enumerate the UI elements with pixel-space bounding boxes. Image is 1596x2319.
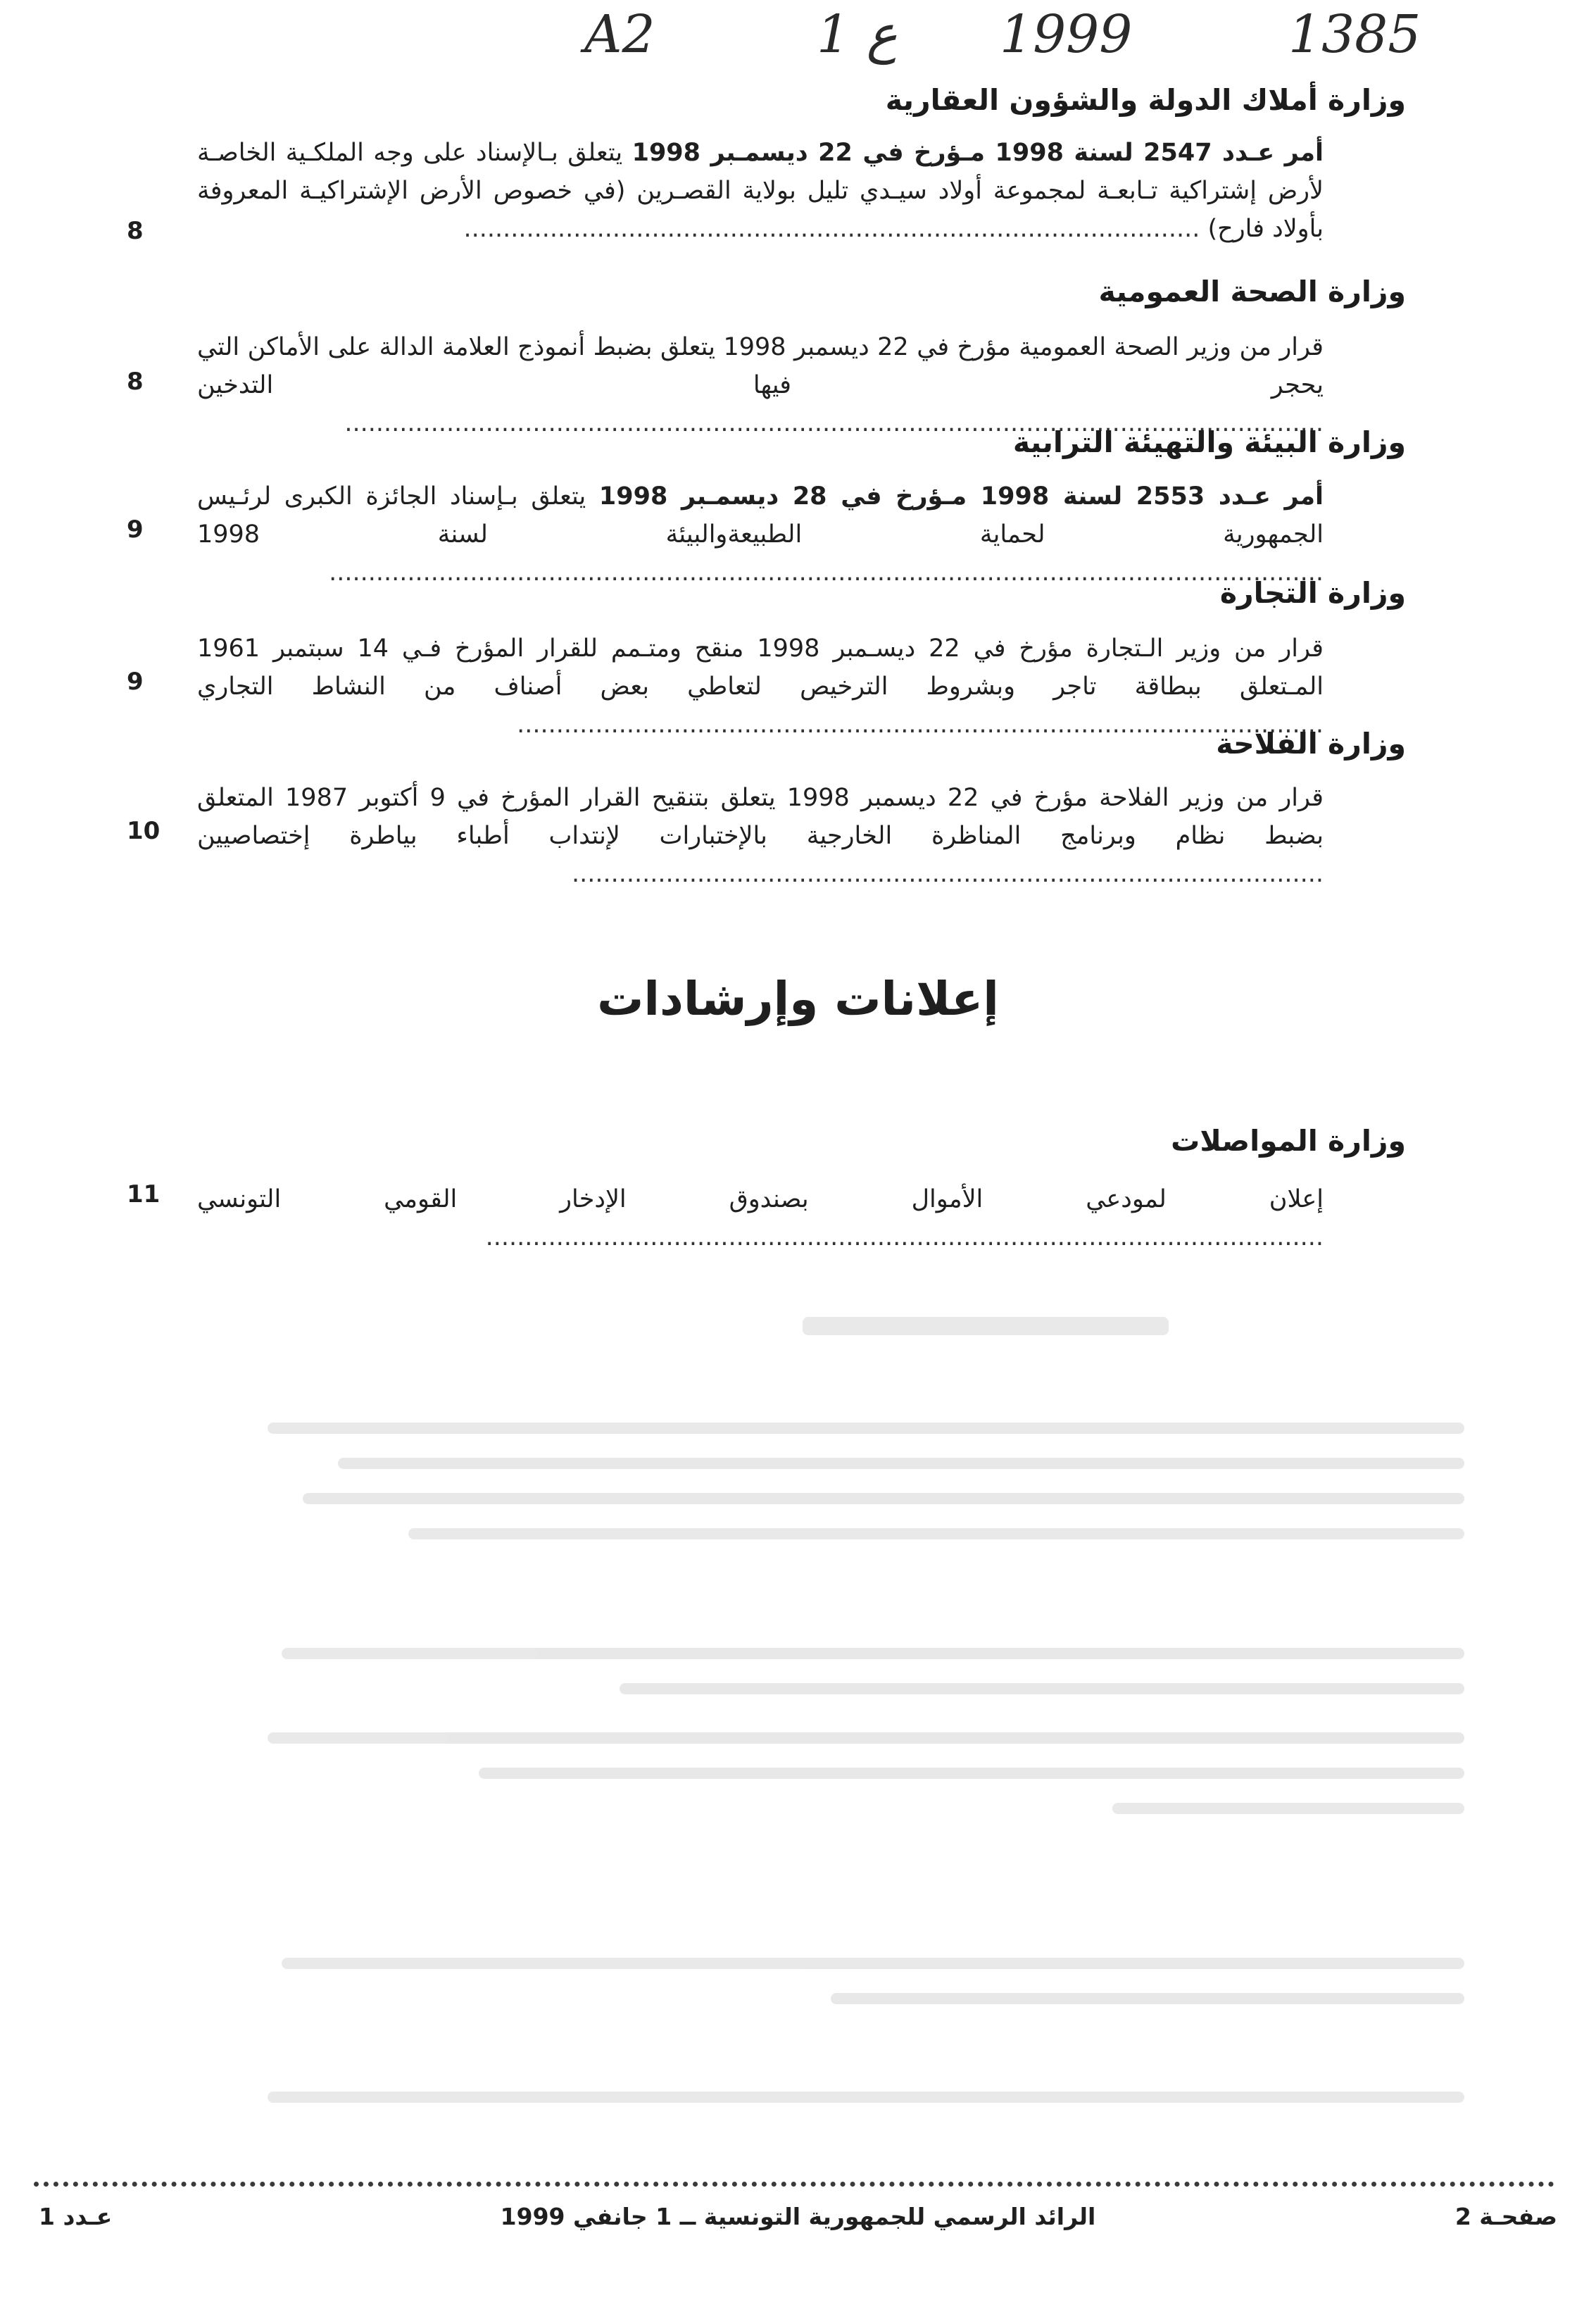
handwritten-year: 1999 bbox=[1000, 4, 1133, 65]
entry-page-number: 8 bbox=[127, 217, 144, 245]
handwritten-number: 1385 bbox=[1288, 4, 1421, 65]
entry-body: إعلان لمودعي الأموال بصندوق الإدخار القومي التونسي bbox=[197, 1185, 1324, 1213]
entry-body: يتعلق بـالإسناد على وجه الملكـية الخاصـة لأرض إشتراكية تـابعـة لمجموعة أولاد سيـدي تليل بولاية القصـرين (في خصوص الأرض الإشتراكيـة المعروفة بأولاد فارح) bbox=[197, 139, 1324, 243]
footer-divider bbox=[34, 2182, 1554, 2187]
announcements-title: إعلانات وإرشادات bbox=[597, 972, 999, 1026]
footer-issue-number: عـدد 1 bbox=[39, 2203, 113, 2230]
entry-lead: أمر عـدد 2547 لسنة 1998 مـؤرخ في 22 ديسمـبر 1998 bbox=[632, 139, 1324, 167]
toc-entry bbox=[127, 630, 1324, 739]
entry-body: يتعلق بـإسناد الجائزة الكبرى لرئـيس الجمهورية لحماية الطبيعةوالبيئة لسنة 1998 bbox=[197, 482, 1324, 549]
ministry-heading: وزارة الصحة العمومية bbox=[1098, 275, 1406, 308]
handwritten-code: A2 bbox=[584, 4, 655, 65]
dot-leader: ............................................................................................................................. bbox=[344, 409, 1324, 437]
ministry-heading: وزارة أملاك الدولة والشؤون العقارية bbox=[885, 83, 1406, 117]
footer-page-label: صفحـة 2 bbox=[1454, 2203, 1557, 2230]
entry-body: قرار من وزير الـتجارة مؤرخ في 22 ديسـمبر 1998 منقح ومتـمم للقرار المؤرخ فـي 14 سبتمبر 1961 المـتعلق ببطاقة تاجر وبشروط الترخيص لتعاطي بعض أصناف من النشاط التجاري bbox=[197, 635, 1324, 701]
entry-text bbox=[197, 477, 1324, 592]
entry-lead: أمر عـدد 2553 لسنة 1998 مـؤرخ في 28 ديسمـبر 1998 bbox=[598, 482, 1324, 511]
entry-page-number: 11 bbox=[127, 1180, 161, 1208]
toc-entry bbox=[127, 1180, 1324, 1251]
dot-leader: ............................................................................................................................... bbox=[329, 558, 1324, 587]
ministry-heading: وزارة البيئة والتهيئة الترابية bbox=[1012, 425, 1406, 459]
footer-journal-title: الرائد الرسمي للجمهورية التونسية ــ 1 جانفي 1999 bbox=[500, 2203, 1096, 2230]
dot-leader: ........................................................................................................... bbox=[485, 1223, 1324, 1251]
handwritten-issue: 1 ع bbox=[817, 4, 898, 65]
ministry-heading: وزارة الفلاحة bbox=[1216, 727, 1406, 761]
ministry-heading: وزارة التجارة bbox=[1219, 576, 1406, 610]
entry-text bbox=[197, 134, 1324, 248]
toc-entry bbox=[127, 779, 1324, 888]
entry-page-number: 8 bbox=[127, 368, 144, 396]
entry-body: قرار من وزير الصحة العمومية مؤرخ في 22 ديسمبر 1998 يتعلق بضبط أنموذج العلامة الدالة على الأماكن التي يحجر فيها التدخين bbox=[197, 333, 1324, 399]
toc-entry bbox=[127, 134, 1324, 254]
dot-leader: .............................................................................................. bbox=[463, 215, 1200, 243]
entry-page-number: 10 bbox=[127, 817, 161, 845]
entry-page-number: 9 bbox=[127, 668, 144, 696]
ministry-heading: وزارة المواصلات bbox=[1171, 1124, 1406, 1158]
entry-text bbox=[197, 1180, 1324, 1256]
dot-leader: ....................................................................................................... bbox=[517, 711, 1324, 739]
toc-entry bbox=[127, 328, 1324, 437]
entry-body: قرار من وزير الفلاحة مؤرخ في 22 ديسمبر 1998 يتعلق بتنقيح القرار المؤرخ في 9 أكتوبر 1987 المتعلق بضبط نظام وبرنامج المناظرة الخارجية بالإختبارات لإنتداب أطباء بياطرة إختصاصيين bbox=[197, 784, 1324, 850]
entry-text bbox=[197, 779, 1324, 893]
handwritten-archive-note bbox=[584, 4, 1485, 82]
toc-entry bbox=[127, 477, 1324, 587]
bleed-through-shadow bbox=[141, 1282, 1464, 2127]
entry-page-number: 9 bbox=[127, 515, 144, 544]
dot-leader: ................................................................................................ bbox=[571, 860, 1324, 888]
